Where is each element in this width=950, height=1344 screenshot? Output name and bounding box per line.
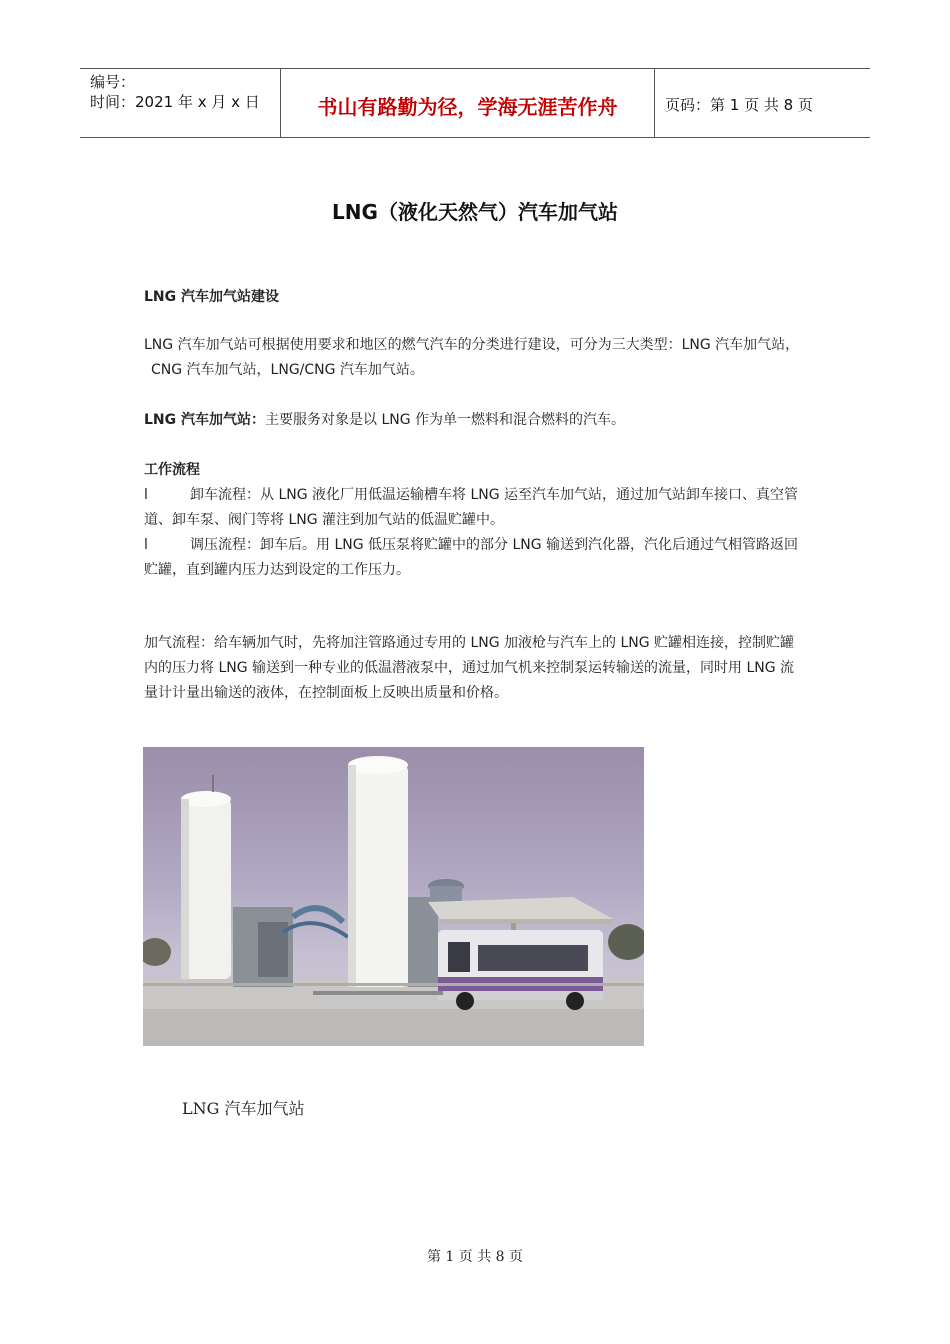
header-motto-cell — [281, 69, 655, 137]
workflow-item-line-1: 调压流程：卸车后。用 LNG 低压泵将贮罐中的部分 LNG 输送到汽化器，汽化后通过气相管路返回 — [190, 537, 799, 553]
lng-station-paragraph — [144, 408, 808, 433]
workflow-item-line-2: 贮罐，直到罐内压力达到设定的工作压力。 — [144, 562, 410, 578]
photo-illustration — [143, 747, 644, 1046]
number-label: 编号： — [90, 73, 136, 91]
fueling-paragraph — [144, 631, 808, 706]
header-info-cell — [80, 69, 281, 137]
motto: 书山有路勤为径，学海无涯苦作舟 — [317, 95, 618, 119]
lng-station-photo — [143, 747, 644, 1046]
fueling-line-1: 加气流程：给车辆加气时，先将加注管路通过专用的 LNG 加液枪与汽车上的 LNG 贮罐相连接，控制贮罐 — [144, 635, 795, 651]
intro-line-2: CNG 汽车加气站，LNG/CNG 汽车加气站。 — [151, 362, 424, 378]
workflow-heading: 工作流程 — [144, 462, 200, 478]
header-page-cell — [655, 69, 870, 137]
page-footer: 第 1 页 共 8 页 — [426, 1249, 524, 1265]
lng-station-text: 主要服务对象是以 LNG 作为单一燃料和混合燃料的汽车。 — [265, 412, 626, 428]
workflow-item — [144, 533, 808, 583]
page-label: 页码：第 1 页 共 8 页 — [665, 96, 813, 114]
lng-station-label: LNG 汽车加气站： — [144, 412, 266, 428]
photo-caption: LNG 汽车加气站 — [182, 1099, 305, 1118]
workflow-section — [144, 458, 808, 583]
workflow-item-line-1: 卸车流程：从 LNG 液化厂用低温运输槽车将 LNG 运至汽车加气站，通过加气站卸车接口、真空管 — [190, 487, 799, 503]
fueling-line-2: 内的压力将 LNG 输送到一种专业的低温潜液泵中，通过加气机来控制泵运转输送的流量，同时用 LNG 流 — [144, 660, 795, 676]
bullet-mark: l — [144, 537, 148, 553]
bullet-mark: l — [144, 487, 148, 503]
section-heading: LNG 汽车加气站建设 — [144, 289, 280, 305]
intro-paragraph — [144, 333, 808, 383]
workflow-item — [144, 483, 808, 533]
intro-line-1: LNG 汽车加气站可根据使用要求和地区的燃气汽车的分类进行建设，可分为三大类型：LNG 汽车加气站， — [144, 337, 800, 353]
document-header — [80, 68, 870, 138]
time-label: 时间：2021 年 x 月 x 日 — [90, 93, 260, 111]
document-title: LNG（液化天然气）汽车加气站 — [332, 200, 618, 224]
workflow-item-line-2: 道、卸车泵、阀门等将 LNG 灌注到加气站的低温贮罐中。 — [144, 512, 505, 528]
fueling-line-3: 量计计量出输送的液体，在控制面板上反映出质量和价格。 — [144, 685, 508, 701]
